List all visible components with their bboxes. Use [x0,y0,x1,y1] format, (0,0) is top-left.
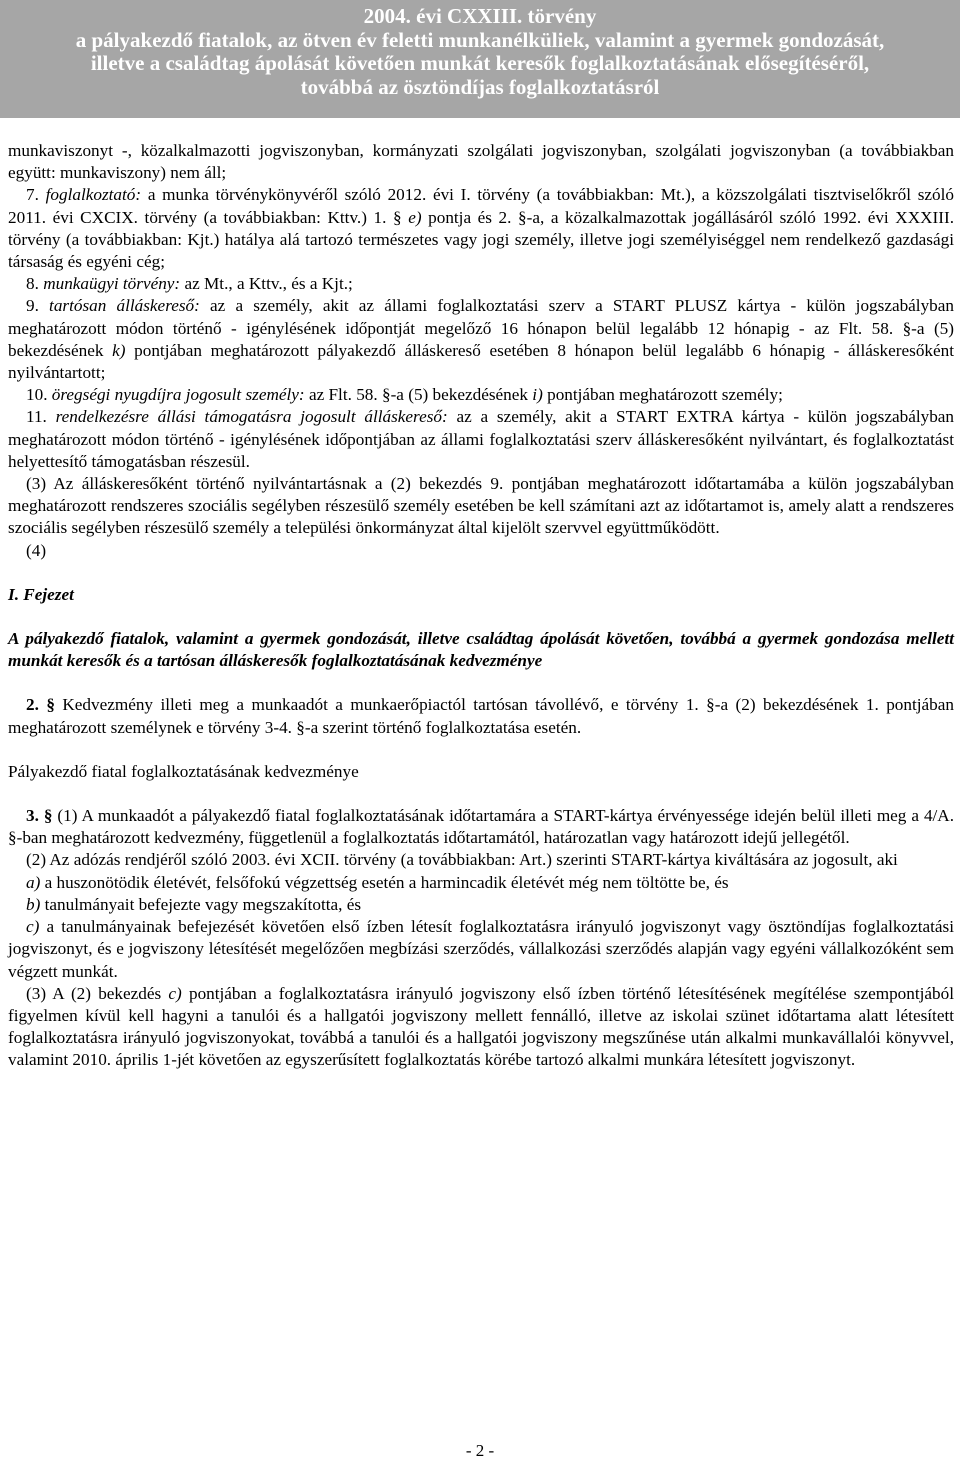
header-line-1: 2004. évi CXXIII. törvény [363,4,597,28]
chapter-title: A pályakezdő fiatalok, valamint a gyermek gondozását, illetve családtag ápolását követően, továbbá a gyermek gondozása mellett munkát keresők és a tartósan álláskeresők foglalkoztatásának kedvezménye [8,629,954,671]
header-line-3: illetve a családtag ápolását követően munkát keresők foglalkoztatásának elősegítéséről, [90,51,870,75]
document-header [0,0,960,118]
definition-9: 9. tartósan álláskereső: az a személy, akit az állami foglalkoztatási szerv a START PLUSZ kártya - külön jogszabályban meghatározott módon történő - igénylésének időpontját megelőző 16 hónapon belül legalább 12 hónapig - az Flt. 58. §-a (5) bekezdésének k) pontjában meghatározott pályakezdő álláskereső esetében 8 hónapon belül legalább 6 hónapig - álláskeresőként nyilvántartott; [8,296,955,383]
document-body [8,140,954,1072]
section-3-2-c: c) a tanulmányainak befejezését követően első ízben létesít foglalkoztatásra irányuló jogviszonyt vagy ösztöndíjas foglalkoztatási jogviszonyt, és e jogviszony létesítését megelőzően megbízási szerződés, vállalkozási szerződés alapján vagy egyéni vállalkozóként sem végzett munkát. [8,917,954,981]
definition-11: 11. rendelkezésre állási támogatásra jogosult álláskereső: az a személy, akit a START EXTRA kártya - külön jogszabályban meghatározott módon történő - igénylésének időpontjában az állami foglalkoztatási szerv álláskeresőként nyilvántart, és foglalkoztatást helyettesítő támogatásban részesül. [8,407,955,471]
definition-10: 10. öregségi nyugdíjra jogosult személy: az Flt. 58. §-a (5) bekezdésének i) pontjában meghatározott személy; [26,385,783,405]
section-3-1: 3. § (1) A munkaadót a pályakezdő fiatal foglalkoztatásának időtartamára a START-kártya érvényessége idején belül illeti meg a 4/A. §-ban meghatározott kedvezmény, függetlenül a foglalkoztatás időtartamától, határozatlan vagy határozott idejű jellegétől. [8,806,955,848]
subsection-title: Pályakezdő fiatal foglalkoztatásának kedvezménye [8,761,359,781]
header-line-4: továbbá az ösztöndíjas foglalkoztatásról [300,74,660,99]
paragraph-4: (4) [26,540,47,560]
page-number: - 2 - [465,1441,495,1460]
section-3-2: (2) Az adózás rendjéről szóló 2003. évi XCII. törvény (a továbbiakban: Art.) szerinti START-kártya kiváltására az jogosult, aki [26,850,898,870]
section-3-2-b: b) tanulmányait befejezte vagy megszakította, és [26,894,362,914]
header-line-2: a pályakezdő fiatalok, az ötven év feletti munkanélküliek, valamint a gyermek gondozását, [75,27,885,52]
chapter-heading: I. Fejezet [8,584,74,604]
section-3-2-a: a) a huszonötödik életévét, felsőfokú végzettség esetén a harmincadik életévét még nem töltötte be, és [26,872,729,892]
section-2: 2. § Kedvezmény illeti meg a munkaadót a munkaerőpiactól tartósan távollévő, e törvény 1. §-a (2) bekezdésének 1. pontjában meghatározott személynek e törvény 3-4. §-a szerint történő foglalkoztatása esetén. [8,695,954,737]
definition-8: 8. munkaügyi törvény: az Mt., a Kttv., és a Kjt.; [26,274,353,294]
section-3-3: (3) A (2) bekezdés c) pontjában a foglalkoztatásra irányuló jogviszony első ízben történő létesítésének megítélése szempontjából figyelmen kívül kell hagyni a tanulói és a hallgatói jogviszony mellett fennálló, illetve az iskolai szünet időtartama alatt létesített foglalkoztatásra irányuló jogviszonyokat, továbbá a tanulói és a hallgatói jogviszony megszűnése után alkalmi munkavállalói könyvvel, valamint 2010. április 1-jét követően az egyszerűsített foglalkoztatás körébe tartozó alkalmi munkára létesített jogviszonyt. [8,983,954,1070]
paragraph-3: (3) Az álláskeresőként történő nyilvántartásnak a (2) bekezdés 9. pontjában meghatározott időtartamába a külön jogszabályban meghatározott rendszeres szociális segélyben részesülő személy esetében be kell számítani azt az időtartamot is, amely alatt a rendszeres szociális segélyben részesülő személy a települési önkormányzat által kijelölt szervvel együttműködött. [8,474,954,538]
paragraph-munkaviszony: munkaviszonyt -, közalkalmazotti jogviszonyban, kormányzati szolgálati jogviszonyban, szolgálati jogviszonyban (a továbbiakban együtt: munkaviszony) nem áll; [8,141,954,183]
definition-7: 7. foglalkoztató: a munka törvénykönyvéről szóló 2012. évi I. törvény (a továbbiakban: Mt.), a közszolgálati tisztviselőkről szóló 2011. évi CXCIX. törvény (a továbbiakban: Kttv.) 1. § e) pontja és 2. §-a, a közalkalmazottak jogállásáról szóló 1992. évi XXXIII. törvény (a továbbiakban: Kjt.) hatálya alá tartozó természetes vagy jogi személy, illetve jogi személyiséggel nem rendelkező gazdasági társaság és egyéni cég; [8,185,955,272]
